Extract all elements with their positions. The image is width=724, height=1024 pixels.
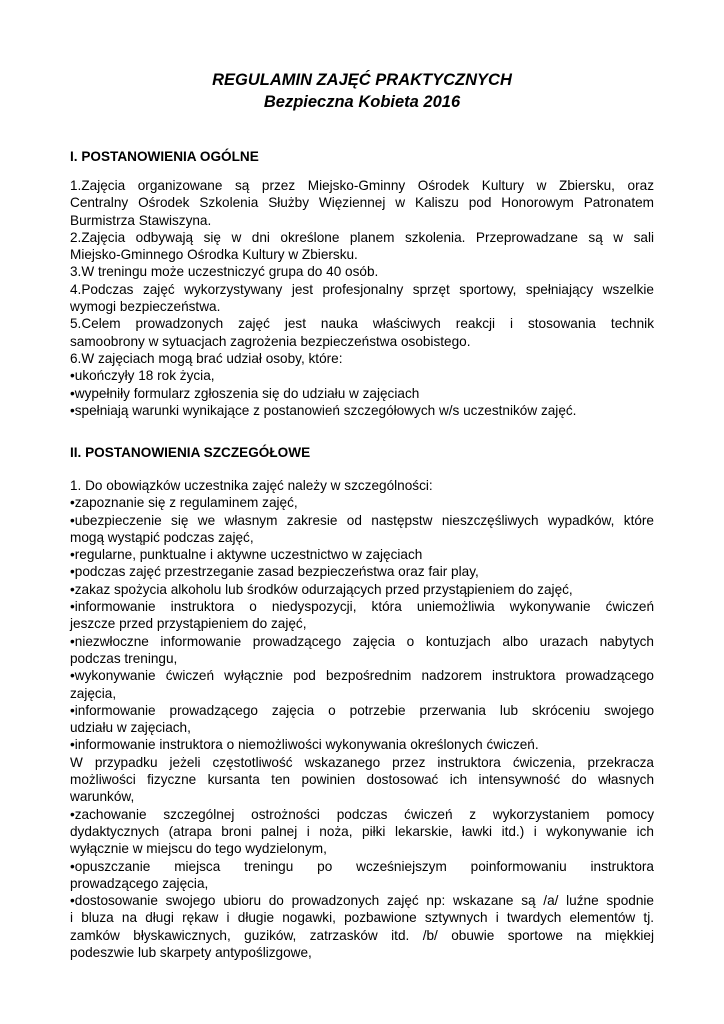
- paragraph-line: jeszcze przed przystąpieniem do zajęć,: [70, 616, 307, 632]
- section-heading-general: I. POSTANOWIENIA OGÓLNE: [70, 149, 259, 164]
- list-item: •regularne, punktualne i aktywne uczestnictwo w zajęciach: [70, 547, 423, 563]
- list-item: •niezwłoczne informowanie prowadzącego zajęcia o kontuzjach albo urazach nabytych: [70, 633, 654, 649]
- paragraph-line: 4.Podczas zajęć wykorzystywany jest profesjonalny sprzęt sportowy, spełniający wszelkie: [70, 281, 654, 297]
- paragraph-line: zamków błyskawicznych, guzików, zatrzasków itd. /b/ obuwie sportowe na miękkiej: [70, 927, 654, 943]
- section-body-detailed: [70, 477, 654, 961]
- list-item: •zakaz spożycia alkoholu lub środków odurzających przed przystąpieniem do zajęć,: [70, 581, 573, 597]
- paragraph-line: 1. Do obowiązków uczestnika zajęć należy w szczególności:: [70, 478, 433, 493]
- list-item: •dostosowanie swojego ubioru do prowadzonych zajęć np: wskazane są /a/ luźne spodnie: [70, 893, 654, 909]
- document-title: REGULAMIN ZAJĘĆ PRAKTYCZNYCH: [212, 71, 512, 89]
- paragraph-line: samoobrony w sytuacjach zagrożenia bezpieczeństwa osobistego.: [70, 333, 471, 349]
- paragraph-line: dydaktycznych (atrapa broni palnej i noża, piłki lekarskie, ławki itd.) i wykonywanie ich: [70, 823, 654, 839]
- paragraph-line: podeszwie lub skarpety antypoślizgowe,: [70, 945, 312, 961]
- list-item: •informowanie instruktora o niemożliwości wykonywania określonych ćwiczeń.: [70, 737, 539, 753]
- list-item: •informowanie instruktora o niedyspozycji, która uniemożliwia wykonywanie ćwiczeń: [70, 599, 654, 615]
- paragraph-line: wymogi bezpieczeństwa.: [70, 299, 221, 315]
- paragraph-line: Centralny Ośrodek Szkolenia Służby Więziennej w Kaliszu pod Honorowym Patronatem: [70, 195, 654, 211]
- list-item: •ukończyły 18 rok życia,: [70, 368, 215, 384]
- list-item: •wypełniły formularz zgłoszenia się do udziału w zajęciach: [70, 385, 420, 401]
- paragraph-line: podczas treningu,: [70, 650, 178, 666]
- paragraph-line: udziału w zajęciach,: [70, 720, 191, 736]
- paragraph-line: 1.Zajęcia organizowane są przez Miejsko-Gminny Ośrodek Kultury w Zbiersku, oraz: [70, 178, 654, 193]
- document-subtitle: Bezpieczna Kobieta 2016: [263, 93, 461, 111]
- list-item: •zapoznanie się z regulaminem zajęć,: [70, 495, 298, 511]
- paragraph-line: 6.W zajęciach mogą brać udział osoby, które:: [70, 350, 343, 366]
- paragraph-line: zajęcia,: [70, 685, 117, 701]
- list-item: •zachowanie szczególnej ostrożności podczas ćwiczeń z wykorzystaniem pomocy: [70, 806, 654, 822]
- paragraph-line: możliwości fizyczne kursanta ten powinien dostosować ich intensywność do własnych: [70, 772, 654, 788]
- section-body-general: [70, 177, 654, 419]
- section-heading-detailed: II. POSTANOWIENIA SZCZEGÓŁOWE: [70, 445, 311, 460]
- paragraph-line: 5.Celem prowadzonych zajęć jest nauka właściwych reakcji i stosowania technik: [70, 316, 654, 332]
- paragraph-line: Miejsko-Gminnego Ośrodka Kultury w Zbiersku.: [70, 247, 358, 263]
- paragraph-line: 2.Zajęcia odbywają się w dni określone planem szkolenia. Przeprowadzane są w sali: [70, 229, 654, 245]
- list-item: •ubezpieczenie się we własnym zakresie od następstw nieszczęśliwych wypadków, które: [70, 512, 654, 528]
- paragraph-line: W przypadku jeżeli częstotliwość wskazanego przez instruktora ćwiczenia, przekracza: [70, 754, 654, 770]
- paragraph-line: mogą wystąpić podczas zajęć,: [70, 529, 254, 545]
- paragraph-line: Burmistrza Stawiszyna.: [70, 212, 212, 228]
- paragraph-line: warunków,: [70, 789, 135, 805]
- list-item: •spełniają warunki wynikające z postanowień szczegółowych w/s uczestników zajęć.: [70, 402, 577, 418]
- paragraph-line: 3.W treningu może uczestniczyć grupa do 40 osób.: [70, 264, 379, 280]
- paragraph-line: i bluza na długi rękaw i długie nogawki, pozbawione sztywnych i twardych elementów tj.: [70, 910, 654, 926]
- list-item: •podczas zajęć przestrzeganie zasad bezpieczeństwa oraz fair play,: [70, 564, 479, 580]
- list-item: •wykonywanie ćwiczeń wyłącznie pod bezpośrednim nadzorem instruktora prowadzącego: [70, 668, 654, 684]
- paragraph-line: prowadzącego zajęcia,: [70, 875, 209, 891]
- list-item: •opuszczanie miejsca treningu po wcześniejszym poinformowaniu instruktora: [70, 858, 654, 874]
- list-item: •informowanie prowadzącego zajęcia o potrzebie przerwania lub skróceniu swojego: [70, 702, 654, 718]
- paragraph-line: wyłącznie w miejscu do tego wydzielonym,: [70, 841, 327, 857]
